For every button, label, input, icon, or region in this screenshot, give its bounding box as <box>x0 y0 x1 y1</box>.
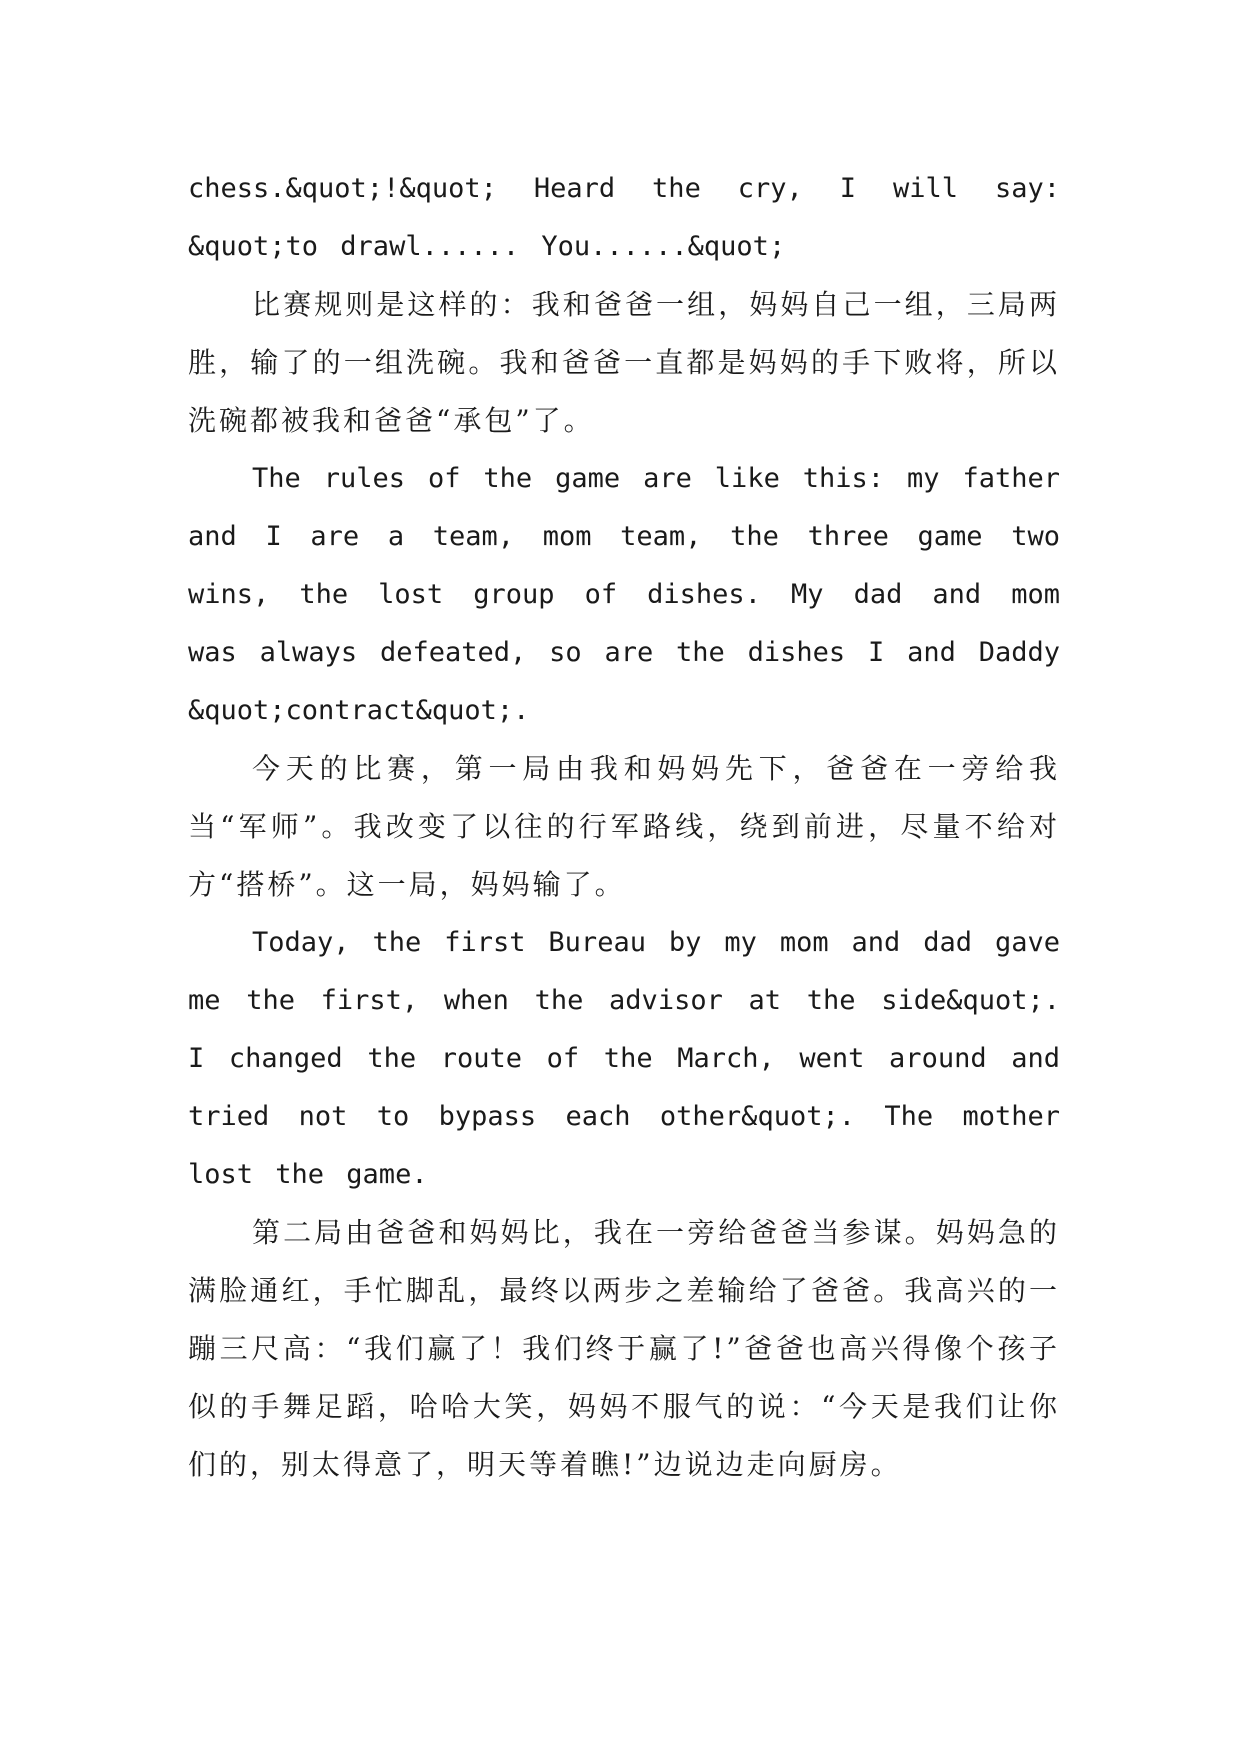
paragraph-chinese-first-game: 今天的比赛，第一局由我和妈妈先下，爸爸在一旁给我当“军师”。我改变了以往的行军路线，绕到前进，尽量不给对方“搭桥”。这一局，妈妈输了。 <box>188 752 1060 901</box>
document-body <box>188 160 1060 1494</box>
paragraph-english-1: chess.&quot;!&quot; Heard the cry, I will say: &quot;to drawl...... You......&quot; <box>188 173 1060 262</box>
paragraph-english-rules: The rules of the game are like this: my father and I are a team, mom team, the three game two wins, the lost group of dishes. My dad and mom was always defeated, so are the dishes I and Daddy &quot;contract&quot;. <box>188 463 1060 726</box>
paragraph-english-first-game: Today, the first Bureau by my mom and dad gave me the first, when the advisor at the side&quot;. I changed the route of the March, went around and tried not to bypass each other&quot;. The mother lost the game. <box>188 927 1060 1190</box>
paragraph-chinese-rules: 比赛规则是这样的：我和爸爸一组，妈妈自己一组，三局两胜，输了的一组洗碗。我和爸爸一直都是妈妈的手下败将，所以洗碗都被我和爸爸“承包”了。 <box>188 288 1060 437</box>
paragraph-chinese-second-game: 第二局由爸爸和妈妈比，我在一旁给爸爸当参谋。妈妈急的满脸通红，手忙脚乱，最终以两步之差输给了爸爸。我高兴的一蹦三尺高：“我们赢了！我们终于赢了!”爸爸也高兴得像个孩子似的手舞足蹈，哈哈大笑，妈妈不服气的说：“今天是我们让你们的，别太得意了，明天等着瞧!”边说边走向厨房。 <box>188 1216 1060 1481</box>
